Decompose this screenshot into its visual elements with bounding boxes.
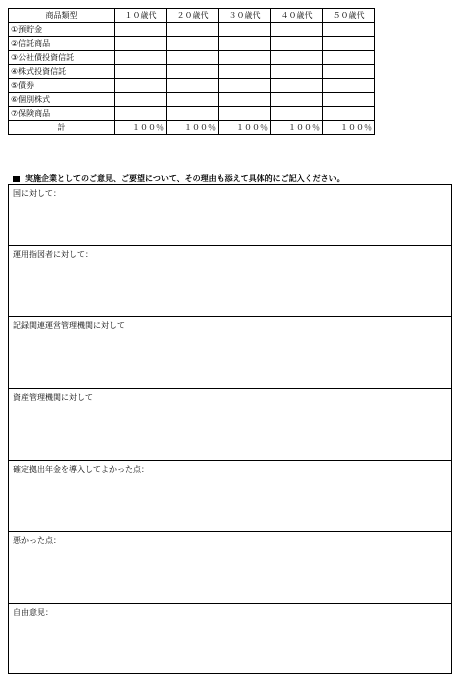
header-product-type: 商品類型 xyxy=(9,9,115,23)
square-bullet-icon xyxy=(13,176,20,182)
comment-box-investment-instructor[interactable] xyxy=(9,246,451,317)
input-cell[interactable] xyxy=(323,65,375,79)
input-cell[interactable] xyxy=(167,37,219,51)
input-cell[interactable] xyxy=(271,51,323,65)
comment-box-asset-custodian[interactable] xyxy=(9,389,451,461)
input-cell[interactable] xyxy=(115,51,167,65)
comment-box-label: 記録関連運営管理機関に対して xyxy=(13,321,125,330)
input-cell[interactable] xyxy=(219,107,271,121)
input-cell[interactable] xyxy=(271,37,323,51)
input-cell[interactable] xyxy=(323,51,375,65)
header-age-30s: ３０歳代 xyxy=(219,9,271,23)
comment-box-label: 悪かった点： xyxy=(13,536,61,545)
input-cell[interactable] xyxy=(219,79,271,93)
table-row xyxy=(9,23,375,37)
input-cell[interactable] xyxy=(115,23,167,37)
table-row xyxy=(9,79,375,93)
input-cell[interactable] xyxy=(271,79,323,93)
total-value: １００％ xyxy=(271,121,323,135)
header-age-50s: ５０歳代 xyxy=(323,9,375,23)
comment-box-label: 自由意見： xyxy=(13,608,53,617)
input-cell[interactable] xyxy=(271,107,323,121)
row-label: ⑤債券 xyxy=(9,79,115,93)
input-cell[interactable] xyxy=(167,65,219,79)
input-cell[interactable] xyxy=(219,93,271,107)
comment-form xyxy=(8,184,452,674)
table-row xyxy=(9,65,375,79)
table-row xyxy=(9,37,375,51)
comment-box-bad-points[interactable] xyxy=(9,532,451,604)
total-value: １００％ xyxy=(167,121,219,135)
comment-box-label: 資産管理機関に対して xyxy=(13,393,93,402)
row-label: ①預貯金 xyxy=(9,23,115,37)
input-cell[interactable] xyxy=(167,51,219,65)
header-age-40s: ４０歳代 xyxy=(271,9,323,23)
table-row xyxy=(9,107,375,121)
total-value: １００％ xyxy=(323,121,375,135)
row-label: ④株式投資信託 xyxy=(9,65,115,79)
comment-box-label: 国に対して： xyxy=(13,189,61,198)
header-age-10s: １０歳代 xyxy=(115,9,167,23)
allocation-table xyxy=(8,8,375,135)
input-cell[interactable] xyxy=(219,23,271,37)
comment-box-free-opinion[interactable] xyxy=(9,604,451,675)
comment-box-recordkeeping-agency[interactable] xyxy=(9,317,451,389)
comment-box-government[interactable] xyxy=(9,185,451,246)
input-cell[interactable] xyxy=(219,65,271,79)
input-cell[interactable] xyxy=(323,37,375,51)
input-cell[interactable] xyxy=(323,93,375,107)
comment-box-good-points[interactable] xyxy=(9,461,451,532)
section-title-text: 実施企業としてのご意見、ご要望について、その理由も添えて具体的にご記入ください。 xyxy=(25,174,345,183)
input-cell[interactable] xyxy=(271,65,323,79)
input-cell[interactable] xyxy=(323,79,375,93)
row-label: ⑥個別株式 xyxy=(9,93,115,107)
row-label: ②信託商品 xyxy=(9,37,115,51)
total-label: 計 xyxy=(9,121,115,135)
total-value: １００％ xyxy=(219,121,271,135)
input-cell[interactable] xyxy=(271,93,323,107)
input-cell[interactable] xyxy=(167,79,219,93)
input-cell[interactable] xyxy=(167,23,219,37)
input-cell[interactable] xyxy=(115,65,167,79)
table-header-row xyxy=(9,9,375,23)
table-row xyxy=(9,93,375,107)
total-value: １００％ xyxy=(115,121,167,135)
section-heading xyxy=(13,173,345,184)
input-cell[interactable] xyxy=(219,51,271,65)
header-age-20s: ２０歳代 xyxy=(167,9,219,23)
input-cell[interactable] xyxy=(271,23,323,37)
input-cell[interactable] xyxy=(219,37,271,51)
input-cell[interactable] xyxy=(323,23,375,37)
table-row xyxy=(9,51,375,65)
input-cell[interactable] xyxy=(167,93,219,107)
input-cell[interactable] xyxy=(323,107,375,121)
input-cell[interactable] xyxy=(115,37,167,51)
input-cell[interactable] xyxy=(115,79,167,93)
comment-box-label: 運用指図者に対して： xyxy=(13,250,93,259)
input-cell[interactable] xyxy=(167,107,219,121)
table-total-row xyxy=(9,121,375,135)
row-label: ③公社債投資信託 xyxy=(9,51,115,65)
input-cell[interactable] xyxy=(115,93,167,107)
row-label: ⑦保険商品 xyxy=(9,107,115,121)
comment-box-label: 確定拠出年金を導入してよかった点： xyxy=(13,465,149,474)
input-cell[interactable] xyxy=(115,107,167,121)
